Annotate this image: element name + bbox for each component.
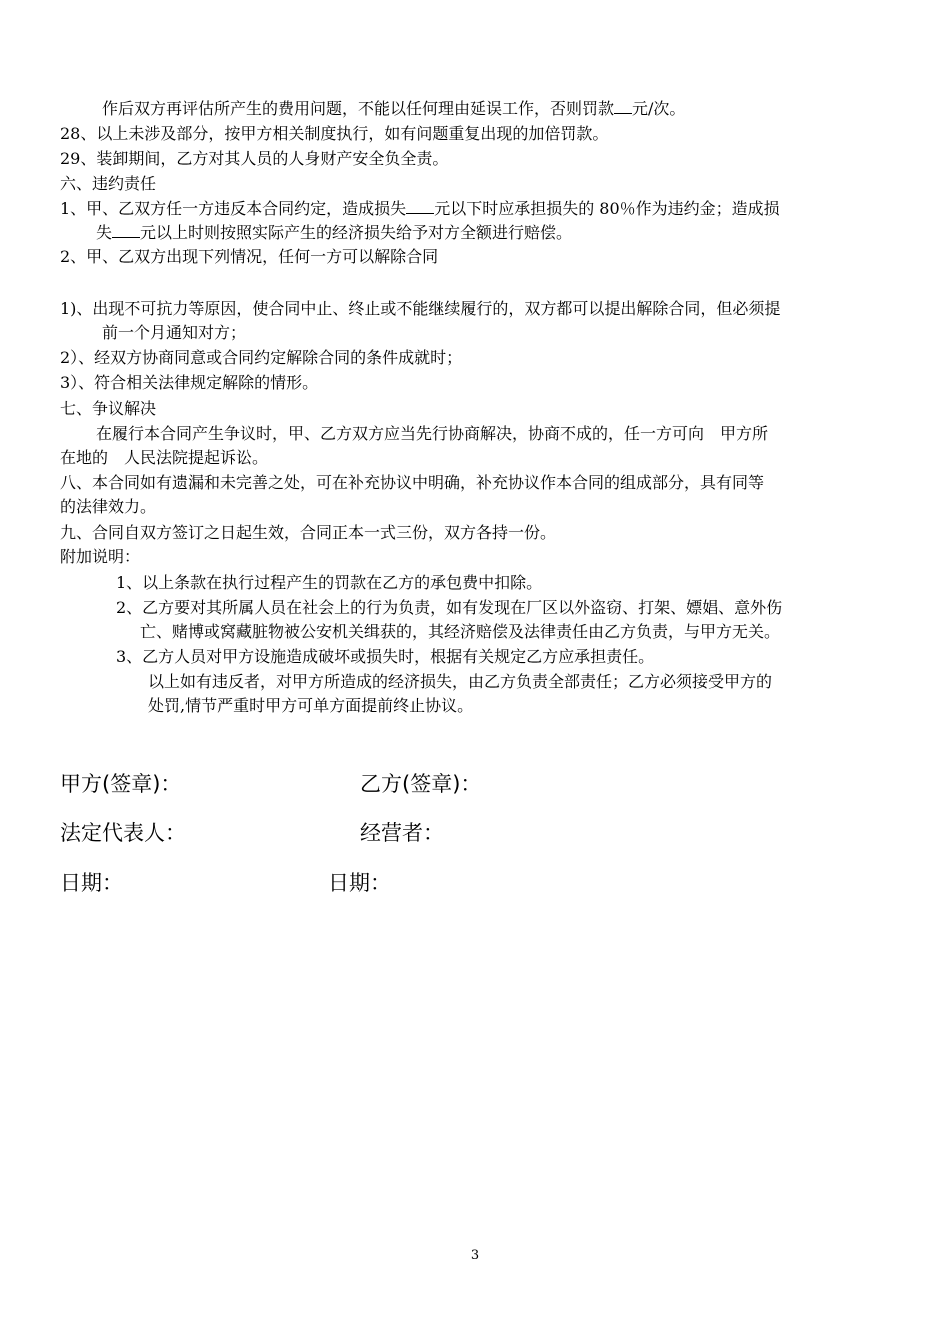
- party-a-signature-label: 甲方(签章)：: [60, 772, 182, 796]
- legal-representative-label: 法定代表人：: [60, 821, 186, 845]
- section-8-continued: 的法律效力。: [60, 497, 157, 516]
- party-b-date-label: 日期：: [328, 871, 391, 895]
- note-summary: 以上如有违反者，对甲方所造成的经济损失，由乙方负责全部责任；乙方必须接受甲方的: [148, 672, 773, 691]
- fill-blank: [614, 99, 632, 114]
- party-a-date-label: 日期：: [60, 871, 123, 895]
- page-number: 3: [470, 1248, 480, 1263]
- clause-text: 元/次。: [632, 99, 686, 118]
- breach-clause-1: [60, 198, 780, 220]
- fill-blank: [406, 199, 434, 214]
- clause-text: 元以下时应承担损失的 80％作为违约金；造成损: [434, 199, 780, 218]
- operator-label: 经营者：: [360, 821, 444, 845]
- additional-notes-heading: 附加说明：: [60, 547, 141, 566]
- note-summary-continued: 处罚,情节严重时甲方可单方面提前终止协议。: [148, 696, 474, 715]
- termination-item-1: 1)、出现不可抗力等原因，使合同中止、终止或不能继续履行的，双方都可以提出解除合同，但必须提: [60, 299, 781, 318]
- section-heading-dispute: 七、争议解决: [60, 399, 157, 418]
- section-9: 九、合同自双方签订之日起生效，合同正本一式三份，双方各持一份。: [60, 523, 557, 542]
- note-1: 1、以上条款在执行过程产生的罚款在乙方的承包费中扣除。: [116, 573, 543, 592]
- termination-item-2: 2）、经双方协商同意或合同约定解除合同的条件成就时；: [60, 348, 463, 367]
- dispute-clause: 在履行本合同产生争议时，甲、乙方双方应当先行协商解决，协商不成的，任一方可向 甲方所: [96, 424, 769, 443]
- breach-clause-1-continued: [96, 222, 572, 244]
- termination-item-3: 3）、符合相关法律规定解除的情形。: [60, 373, 319, 392]
- clause-27-continued: [102, 98, 685, 120]
- note-2-continued: 亡、赌博或窝藏脏物被公安机关缉获的，其经济赔偿及法律责任由乙方负责，与甲方无关。: [140, 622, 781, 641]
- clause-text: 元以上时则按照实际产生的经济损失给予对方全额进行赔偿。: [140, 223, 573, 242]
- clause-text: 作后双方再评估所产生的费用问题，不能以任何理由延误工作，否则罚款: [102, 99, 615, 118]
- party-b-signature-label: 乙方(签章)：: [360, 772, 482, 796]
- section-heading-breach: 六、违约责任: [60, 174, 157, 193]
- dispute-clause-continued: 在地的 人民法院提起诉讼。: [60, 448, 269, 467]
- clause-text: 1、甲、乙双方任一方违反本合同约定，造成损失: [60, 199, 407, 218]
- note-2: 2、乙方要对其所属人员在社会上的行为负责，如有发现在厂区以外盗窃、打架、嫖娼、意外伤: [116, 598, 783, 617]
- clause-text: 失: [96, 223, 113, 242]
- fill-blank: [112, 223, 140, 238]
- clause-29: 29、装卸期间，乙方对其人员的人身财产安全负全责。: [60, 149, 449, 168]
- section-8: 八、本合同如有遗漏和未完善之处，可在补充协议中明确，补充协议作本合同的组成部分，具有同等: [60, 473, 765, 492]
- breach-clause-2: 2、甲、乙双方出现下列情况，任何一方可以解除合同: [60, 247, 439, 266]
- note-3: 3、乙方人员对甲方设施造成破坏或损失时，根据有关规定乙方应承担责任。: [116, 647, 655, 666]
- clause-28: 28、以上未涉及部分，按甲方相关制度执行，如有问题重复出现的加倍罚款。: [60, 124, 609, 143]
- termination-item-1-continued: 前一个月通知对方；: [102, 323, 247, 342]
